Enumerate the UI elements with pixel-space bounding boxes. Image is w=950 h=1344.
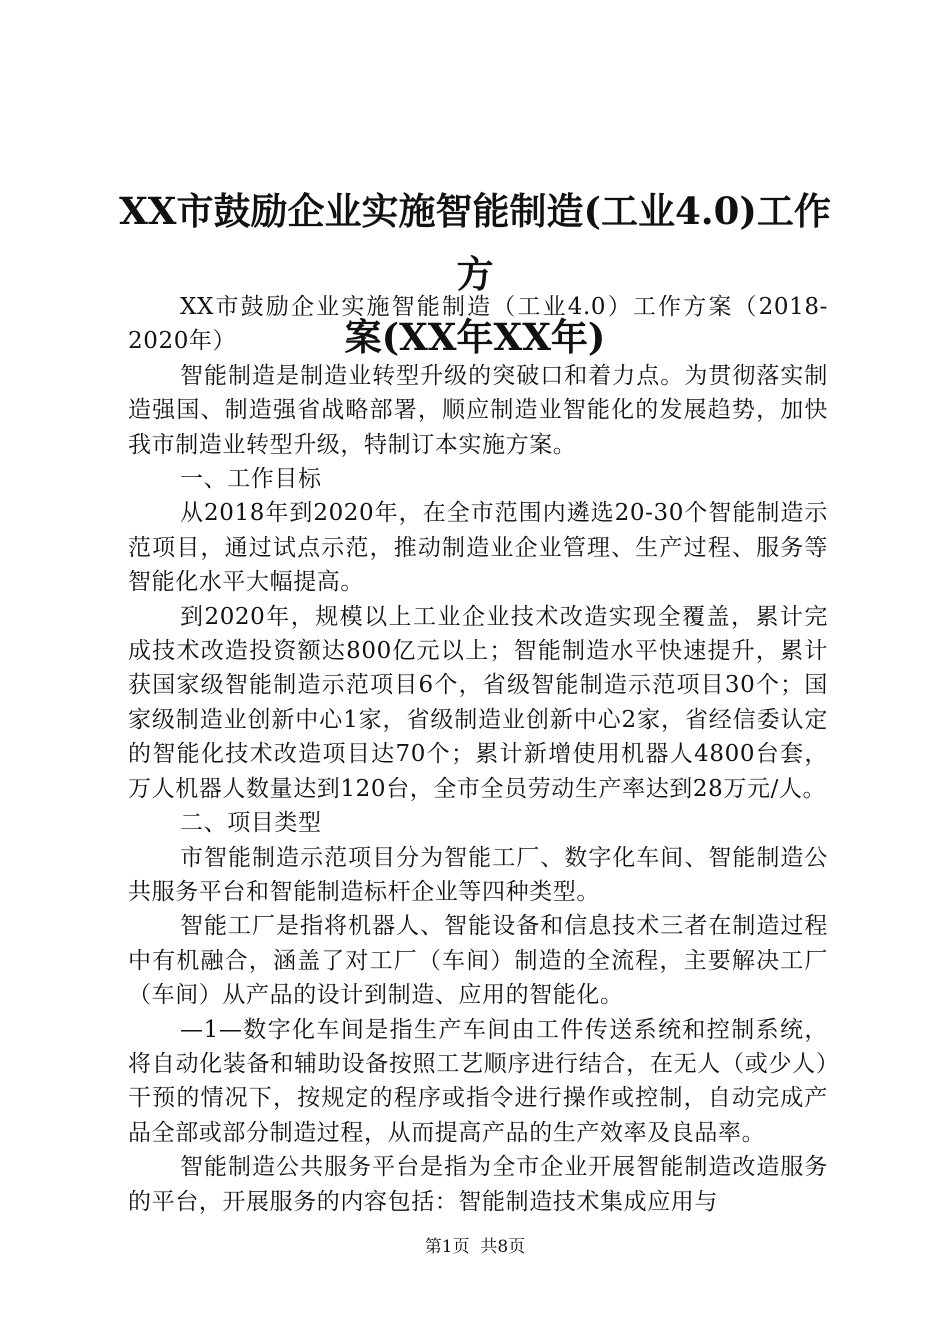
paragraph-types-overview: 市智能制造示范项目分为智能工厂、数字化车间、智能制造公共服务平台和智能制造标杆企业等四种类型。: [128, 844, 828, 905]
paragraph-goals-1: 从2018年到2020年，在全市范围内遴选20-30个智能制造示范项目，通过试点示范，推动制造业企业管理、生产过程、服务等智能化水平大幅提高。: [128, 500, 828, 596]
paragraph-subtitle: XX市鼓励企业实施智能制造（工业4.0）工作方案（2018-2020年）: [128, 294, 828, 355]
title-line-2: 案(XX年XX年): [344, 315, 606, 359]
section-heading-goals: 一、工作目标: [180, 466, 322, 493]
paragraph-intro: 智能制造是制造业转型升级的突破口和着力点。为贯彻落实制造强国、制造强省战略部署，顺应制造业智能化的发展趋势，加快我市制造业转型升级，特制订本实施方案。: [128, 362, 828, 458]
paragraph-goals-2: 到2020年，规模以上工业企业技术改造实现全覆盖，累计完成技术改造投资额达800亿元以上；智能制造水平快速提升，累计获国家级智能制造示范项目6个，省级智能制造示范项目30个；国家级制造业创新中心1家，省级制造业创新中心2家，省经信委认定的智能化技术改造项目达70个；累计新增使用机器人4800台套，万人机器人数量达到120台，全市全员劳动生产率达到28万元/人。: [128, 603, 828, 802]
page-number: 第1页 共8页: [424, 1237, 526, 1257]
paragraph-service-platform: 智能制造公共服务平台是指为全市企业开展智能制造改造服务的平台，开展服务的内容包括：智能制造技术集成应用与: [128, 1154, 828, 1215]
page-footer: [0, 1235, 950, 1259]
title-line-1: XX市鼓励企业实施智能制造(工业4.0)工作方: [119, 189, 831, 296]
section-heading-project-types: 二、项目类型: [180, 810, 322, 837]
document-body: [128, 290, 828, 1219]
paragraph-smart-factory: 智能工厂是指将机器人、智能设备和信息技术三者在制造过程中有机融合，涵盖了对工厂（车间）制造的全流程，主要解决工厂（车间）从产品的设计到制造、应用的智能化。: [128, 913, 828, 1009]
paragraph-digital-workshop: —1—数字化车间是指生产车间由工件传送系统和控制系统，将自动化装备和辅助设备按照工艺顺序进行结合，在无人（或少人）干预的情况下，按规定的程序或指令进行操作或控制，自动完成产品全部或部分制造过程，从而提高产品的生产效率及良品率。: [128, 1016, 828, 1146]
